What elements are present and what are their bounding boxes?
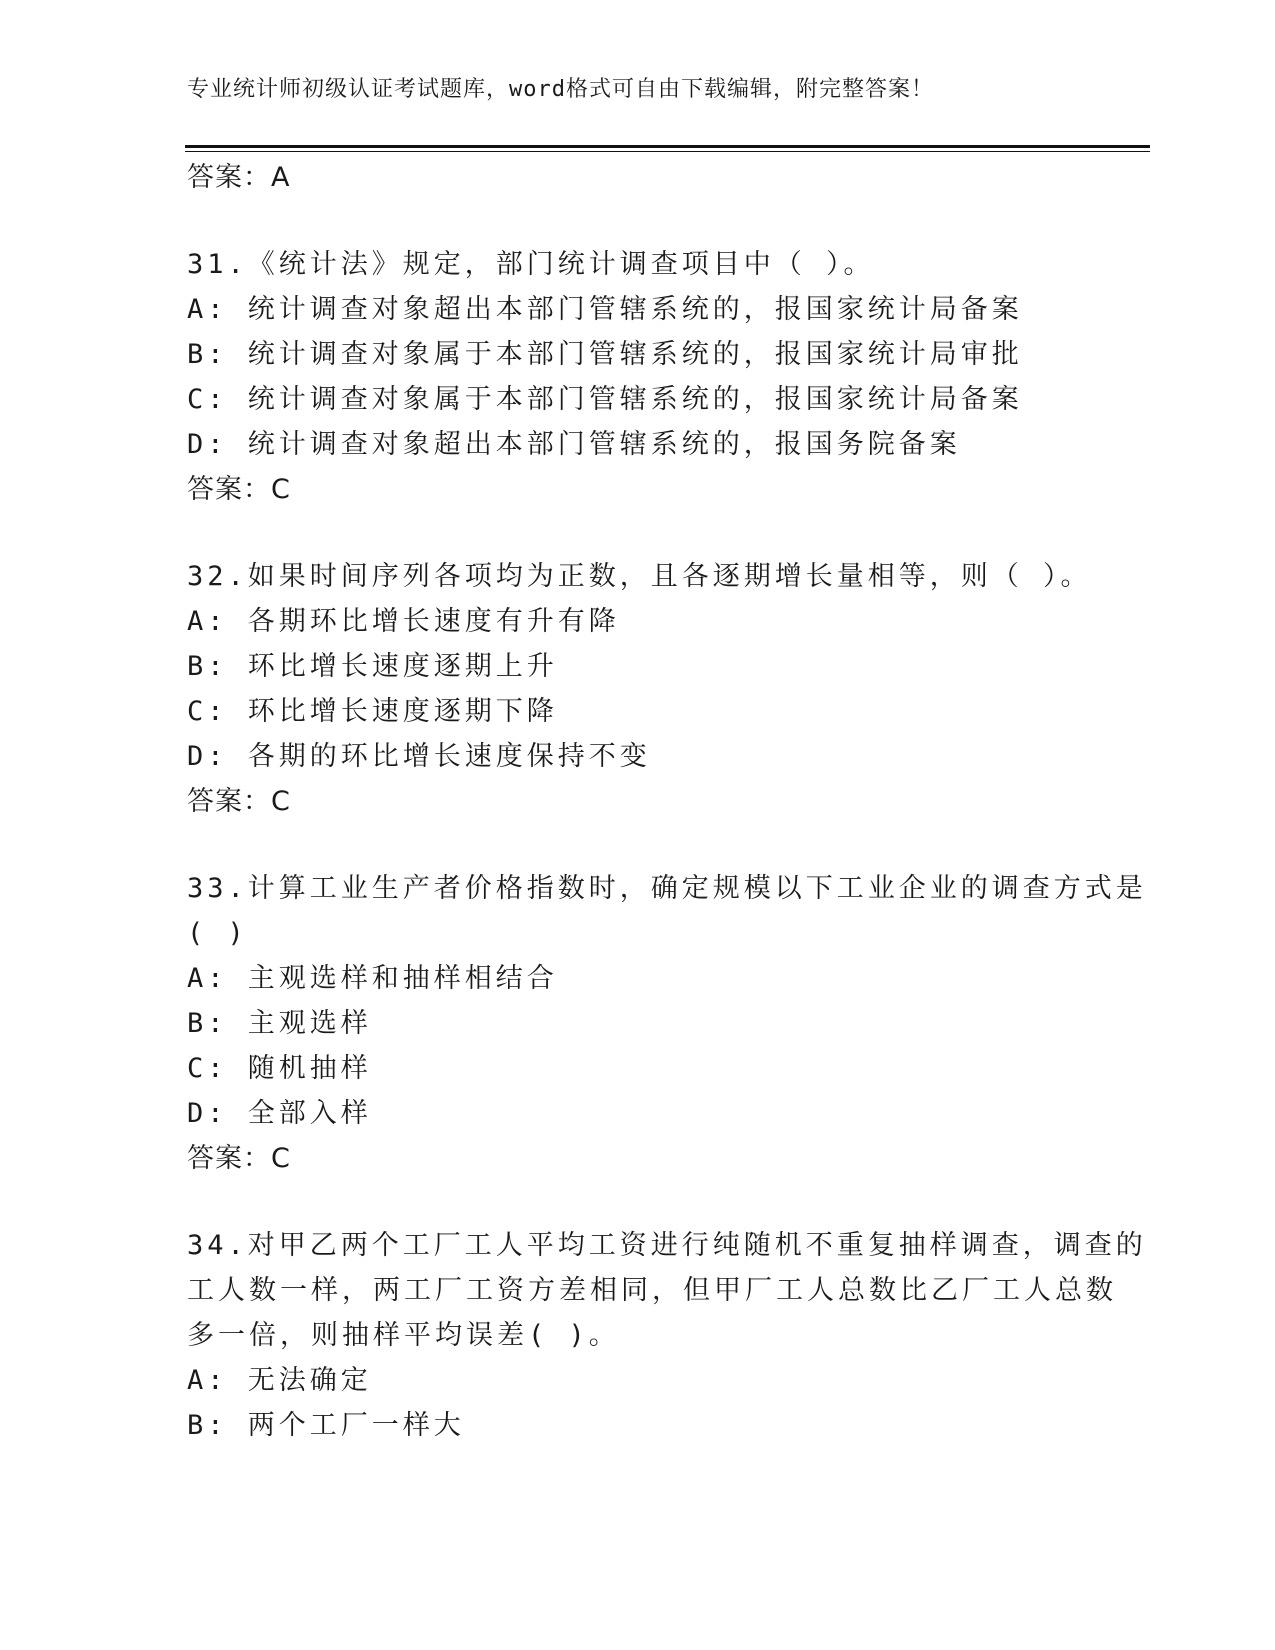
question-32 — [187, 554, 1092, 824]
option-a: A: 各期环比增长速度有升有降 — [187, 606, 620, 637]
page-header: 专业统计师初级认证考试题库，word格式可自由下载编辑，附完整答案！ — [187, 77, 934, 102]
previous-answer: 答案：A — [187, 162, 291, 193]
question-content — [187, 155, 1147, 1448]
question-text: 32.如果时间序列各项均为正数，且各逐期增长量相等，则（ ）。 — [187, 561, 1092, 592]
question-31 — [187, 242, 1087, 512]
question-text: 31.《统计法》规定，部门统计调查项目中（ ）。 — [187, 249, 875, 280]
option-a: A: 统计调查对象超出本部门管辖系统的，报国家统计局备案 — [187, 294, 1023, 325]
option-d: D: 各期的环比增长速度保持不变 — [187, 741, 651, 772]
spacer — [187, 200, 1087, 242]
option-a: A: 主观选样和抽样相结合 — [187, 963, 558, 994]
spacer — [187, 1181, 1087, 1223]
option-d: D: 全部入样 — [187, 1098, 372, 1129]
spacer — [187, 824, 1087, 866]
question-text: 33.计算工业生产者价格指数时，确定规模以下工业企业的调查方式是 — [187, 873, 1147, 904]
option-c: C: 随机抽样 — [187, 1053, 372, 1084]
question-33 — [187, 866, 1147, 1181]
answer: 答案：C — [187, 1143, 291, 1174]
option-d: D: 统计调查对象超出本部门管辖系统的，报国务院备案 — [187, 429, 961, 460]
answer: 答案：C — [187, 786, 291, 817]
option-c: C: 环比增长速度逐期下降 — [187, 696, 558, 727]
question-text: 34.对甲乙两个工厂工人平均工资进行纯随机不重复抽样调查，调查的 — [187, 1230, 1147, 1261]
header-rule-thin — [185, 151, 1150, 152]
question-text-cont: ( ) — [187, 918, 248, 949]
question-text-cont: 多一倍，则抽样平均误差( )。 — [187, 1320, 620, 1351]
option-b: B: 主观选样 — [187, 1008, 372, 1039]
option-c: C: 统计调查对象属于本部门管辖系统的，报国家统计局备案 — [187, 384, 1023, 415]
answer: 答案：C — [187, 474, 291, 505]
option-b: B: 统计调查对象属于本部门管辖系统的，报国家统计局审批 — [187, 339, 1023, 370]
option-b: B: 环比增长速度逐期上升 — [187, 651, 558, 682]
spacer — [187, 512, 1087, 554]
option-a: A: 无法确定 — [187, 1365, 372, 1396]
option-b: B: 两个工厂一样大 — [187, 1410, 465, 1441]
question-text-cont: 工人数一样，两工厂工资方差相同，但甲厂工人总数比乙厂工人总数 — [187, 1275, 1117, 1306]
header-rule-thick — [185, 145, 1150, 148]
question-34 — [187, 1223, 1147, 1448]
